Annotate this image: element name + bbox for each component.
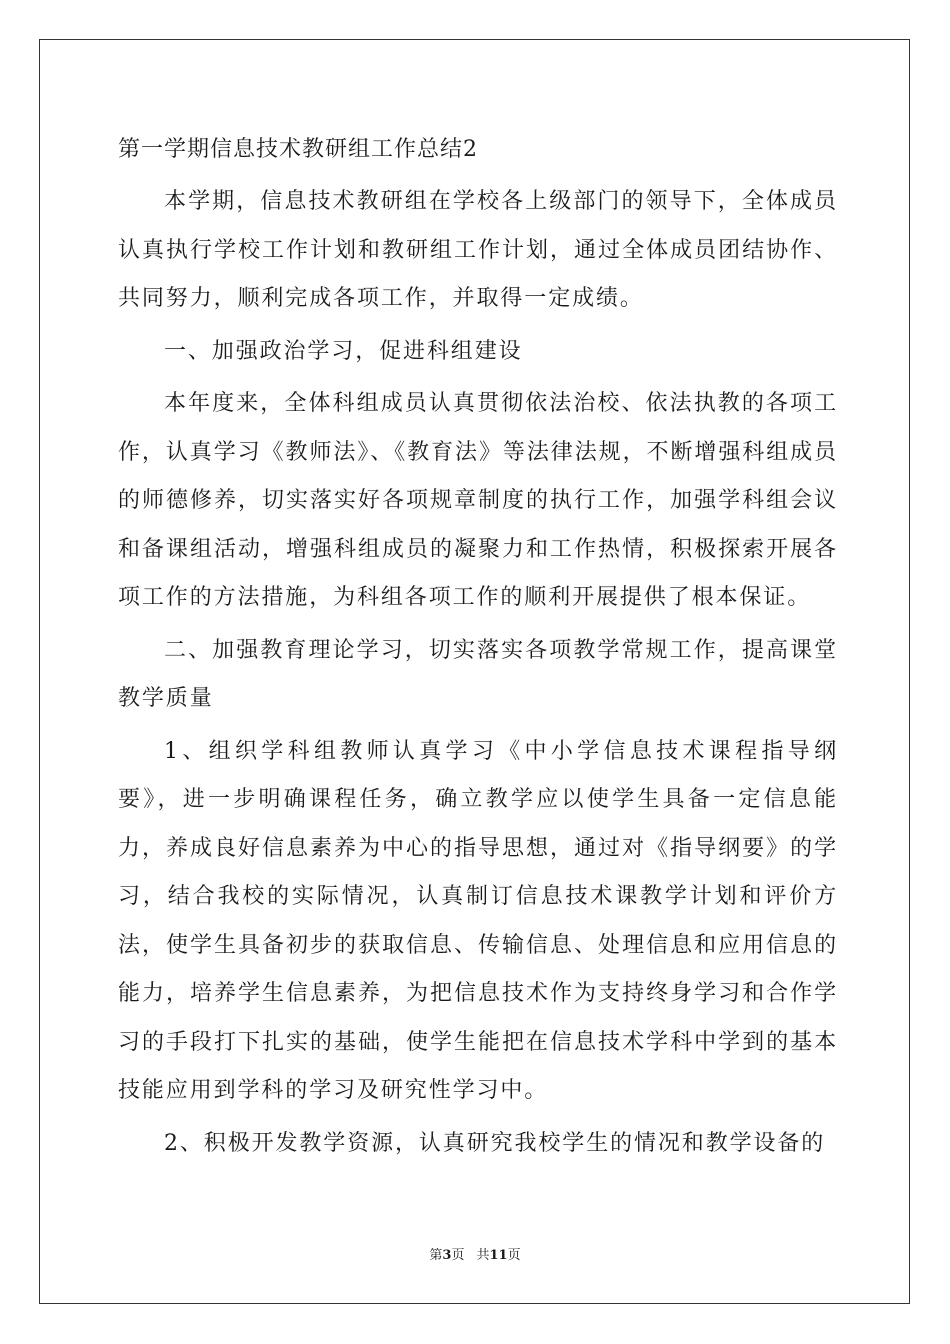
section-heading-1: 一、加强政治学习，促进科组建设 bbox=[164, 338, 523, 364]
paragraph-intro: 本学期，信息技术教研组在学校各上级部门的领导下，全体成员认真执行学校工作计划和教研组工作计划，通过全体成员团结协作、共同努力，顺利完成各项工作，并取得一定成绩。 bbox=[118, 189, 838, 311]
section-heading-2: 二、加强教育理论学习，切实落实各项教学常规工作，提高课堂教学质量 bbox=[118, 637, 838, 711]
document-body bbox=[118, 126, 838, 1168]
paragraph-item-1: 1、组织学科组教师认真学习《中小学信息技术课程指导纲要》，进一步明确课程任务，确立教学应以使学生具备一定信息能力，养成良好信息素养为中心的指导思想，通过对《指导纲要》的学习，结合我校的实际情况，认真制订信息技术课教学计划和评价方法，使学生具备初步的获取信息、传输信息、处理信息和应用信息的能力，培养学生信息素养，为把信息技术作为支持终身学习和合作学习的手段打下扎实的基础，使学生能把在信息技术学科中学到的基本技能应用到学科的学习及研究性学习中。 bbox=[118, 738, 838, 1103]
footer-page-mid: 页 bbox=[451, 1248, 465, 1263]
paragraph-item-2: 2、积极开发教学资源，认真研究我校学生的情况和教学设备的 bbox=[164, 1130, 826, 1156]
page-footer bbox=[0, 1246, 950, 1266]
footer-page-total: 11 bbox=[489, 1248, 508, 1263]
footer-total-suffix: 页 bbox=[507, 1248, 521, 1263]
footer-page-prefix: 第 bbox=[429, 1248, 443, 1263]
paragraph-section-1: 本年度来，全体科组成员认真贯彻依法治校、依法执教的各项工作，认真学习《教师法》、《教育法》等法律法规，不断增强科组成员的师德修养，切实落实好各项规章制度的执行工作，加强学科组会议和备课组活动，增强科组成员的凝聚力和工作热情，积极探索开展各项工作的方法措施，为科组各项工作的顺利开展提供了根本保证。 bbox=[118, 391, 838, 610]
footer-page-current: 3 bbox=[442, 1248, 452, 1263]
document-title: 第一学期信息技术教研组工作总结2 bbox=[118, 137, 478, 162]
footer-total-prefix: 共 bbox=[476, 1248, 490, 1263]
